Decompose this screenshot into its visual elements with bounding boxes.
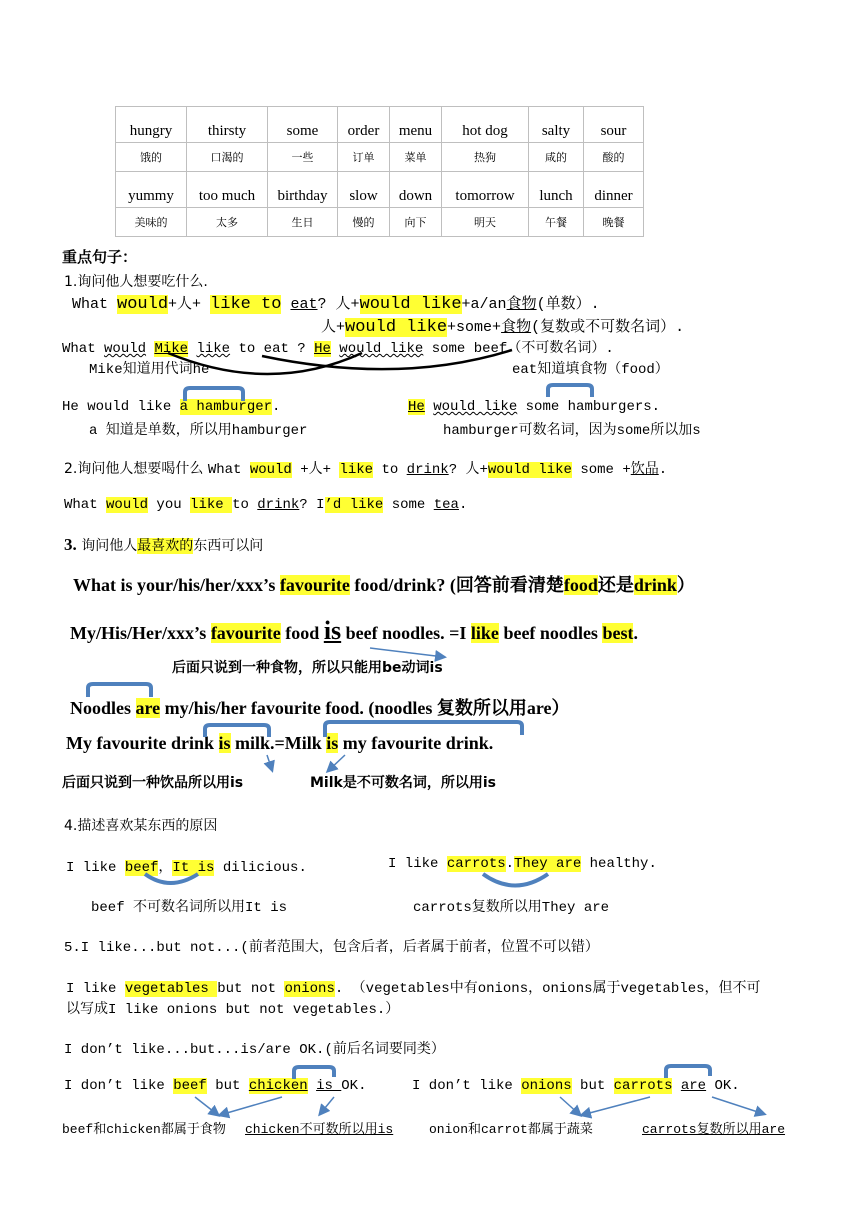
text: ? 人+ [448,462,488,478]
s2-line1 [64,458,667,478]
s3-answer1 [70,616,638,646]
text: 还是 [597,575,634,595]
vocab-cell: hot dog [442,107,529,143]
text: . [458,497,468,513]
s4-note-a: beef 不可数名词所以用It is [91,900,288,916]
text: . [658,462,668,478]
s1-note-s: hamburger可数名词，因为some所以加s [443,423,701,439]
text: is [323,616,342,645]
s3-note1: 后面只说到一种食物，所以只能用be动词is [172,660,443,676]
s5-line4b [412,1078,740,1094]
s3-title [64,535,263,555]
s1-line5a [62,399,280,415]
text [308,1078,316,1094]
text: to eat ? [230,341,315,357]
vocab-cell: menu [390,107,442,143]
text: 人+ [321,319,346,336]
text: like to [210,295,282,314]
vocab-cell: down [390,172,442,208]
text: some hamburgers. [517,399,661,415]
vocab-row-en-1 [116,107,644,143]
vocab-cell: salty [529,107,584,143]
s1-line5b [408,399,660,415]
text: like [190,497,233,513]
s1-title: 1.询问他人想要吃什么. [64,274,208,290]
text: 东西可以问 [193,538,264,554]
vocab-cell: 午餐 [529,208,584,237]
vocab-cell: slow [338,172,390,208]
vocab-cell: 口渴的 [187,143,268,172]
text: dilicious. [214,860,307,876]
text: ） [676,575,695,595]
vocab-cell: 明天 [442,208,529,237]
text: is [316,1078,342,1094]
vocab-cell: order [338,107,390,143]
text: OK. [706,1078,740,1094]
text: I like [388,856,447,872]
section-heading: 重点句子： [62,248,138,266]
text: healthy. [581,856,657,872]
vocab-table [115,106,644,237]
text: would like [433,399,518,415]
s3-answer3 [66,733,493,754]
text: is [326,733,339,753]
arc-carrots-they [483,874,548,886]
s5-line2: 以写成I like onions but not vegetables.） [66,1002,400,1018]
text [425,399,433,415]
text: to [232,497,258,513]
text: would [106,497,149,513]
s5-line1 [66,977,761,997]
text: onions [521,1078,572,1094]
vocab-cell: 晚餐 [584,208,644,237]
text: would [104,341,147,357]
s4-note-b: carrots复数所以用They are [413,900,610,916]
text: like [470,623,499,643]
text: eat [290,296,318,313]
arrow-are [712,1097,764,1114]
text: a hamburger [179,399,273,415]
text: beef [124,860,159,876]
text: Noodles [70,698,136,718]
text: beef [173,1078,207,1094]
vocab-cell: 咸的 [529,143,584,172]
text: you [148,497,191,513]
text [672,1078,680,1094]
text: would [249,462,292,478]
text: 询问他人 [76,538,138,554]
s4-line1a [66,856,307,876]
vocab-cell: 向下 [390,208,442,237]
vocab-cell: 热狗 [442,143,529,172]
vocab-row-en-2 [116,172,644,208]
text: onions [284,981,335,997]
vocab-cell: yummy [116,172,187,208]
text: would like [359,295,462,314]
text: OK. [341,1078,367,1094]
text: +人+ [168,296,211,313]
text: chicken [248,1078,308,1094]
text: would like [339,341,424,357]
text: milk.=Milk [230,733,327,753]
s2-line2 [64,497,467,513]
s5-title: 5.I like...but not...(前者范围大，包含后者，后者属于前者，位置不可以错） [64,940,599,956]
text: would like [345,318,448,337]
text: is [218,733,231,753]
s5-note-d: carrots复数所以用are [642,1122,786,1137]
text: some + [571,462,631,478]
vocab-row-cn-2 [116,208,644,237]
text: Mike [154,341,189,357]
text: my favourite drink. [338,733,494,753]
arrow-milk-note [267,755,272,770]
text: favourite [279,575,350,595]
s1-line1 [72,292,600,314]
s4-line1b [388,856,657,872]
text: like [196,341,231,357]
arrow-is [320,1097,334,1114]
text: best [602,623,634,643]
text: beef noodles [498,623,603,643]
s1-note-a: a 知道是单数，所以用hamburger [89,423,308,439]
text: (复数或不可数名词）. [531,319,685,336]
vocab-cell: 订单 [338,143,390,172]
text: . [633,623,638,643]
text: favourite [210,623,281,643]
text: drink [257,497,300,513]
bracket-carrots [666,1066,710,1078]
text: but [571,1078,614,1094]
vocab-cell: 酸的 [584,143,644,172]
s3-note2a: 后面只说到一种饮品所以用is [62,775,244,791]
text: What is your/his/her/xxx’s [73,575,280,595]
text: beef noodles. =I [341,623,471,643]
text: 3. [64,535,77,554]
text: are [135,698,161,718]
vocab-cell: 太多 [187,208,268,237]
vocab-cell: 美味的 [116,208,187,237]
text: tea [433,497,459,513]
vocab-cell: some [268,107,338,143]
text: . [505,856,515,872]
text: but [206,1078,249,1094]
text: vegetables [124,981,218,997]
text: my/his/her favourite food. (noodles 复数所以用are） [160,698,570,718]
text: 2.询问他人想要喝什么 [64,461,208,477]
text: +a/an [461,296,507,313]
text: some [383,497,434,513]
text: would [117,295,169,314]
text: They are [514,856,582,872]
text: ’d like [324,497,384,513]
s5-note-c: onion和carrot都属于蔬菜 [429,1122,593,1137]
s1-note-food: eat知道填食物（food） [512,362,669,378]
vocab-cell: dinner [584,172,644,208]
text: would like [487,462,572,478]
text: I like [66,860,125,876]
text: to [373,462,407,478]
s1-note-he: Mike知道用代词he [89,362,210,378]
arrow-carrots [582,1097,650,1115]
text: He [314,341,331,357]
text: What [207,462,250,478]
text: 饮品 [630,462,659,478]
text: like [339,462,374,478]
vocab-cell: 饿的 [116,143,187,172]
text: He would like [62,399,180,415]
s5-line4a [64,1078,367,1094]
arrow-beef [195,1097,218,1115]
text: I don’t like [64,1078,174,1094]
s1-line3 [62,337,614,357]
s5-line3: I don’t like...but...is/are OK.(前后名词要同类） [64,1042,445,1058]
s3-note2b: Milk是不可数名词，所以用is [310,775,496,791]
text: 食物 [506,296,537,313]
text: but not [217,981,285,997]
vocab-cell: 菜单 [390,143,442,172]
vocab-cell: lunch [529,172,584,208]
text: It is [172,860,215,876]
bracket-some [548,385,592,397]
vocab-cell: birthday [268,172,338,208]
text: carrots [613,1078,673,1094]
vocab-cell: sour [584,107,644,143]
text: ? 人+ [317,296,360,313]
text: . [272,399,281,415]
vocab-row-cn-1 [116,143,644,172]
text: some beef（不可数名词）. [423,341,614,357]
arrow-is-note [370,648,444,657]
s5-note-b: chicken不可数所以用is [245,1122,394,1137]
text: drink [633,575,677,595]
text: My favourite drink [66,733,219,753]
vocab-cell: 生日 [268,208,338,237]
text: are [680,1078,707,1094]
s4-title: 4.描述喜欢某东西的原因 [64,818,218,834]
text: What [64,497,107,513]
arrow-chicken [220,1097,282,1115]
text: carrots [446,856,506,872]
arrow-onions [560,1097,580,1115]
text: I like [66,981,125,997]
s1-line2 [321,315,684,337]
text: (单数）. [536,296,600,313]
vocab-cell: too much [187,172,268,208]
text: food/drink? (回答前看清楚 [349,575,564,595]
text: What [62,341,105,357]
text: food [280,623,324,643]
text: What [72,296,118,313]
text: drink [406,462,449,478]
vocab-cell: tomorrow [442,172,529,208]
vocab-cell: 慢的 [338,208,390,237]
text: I don’t like [412,1078,522,1094]
text: . （vegetables中有onions，onions属于vegetables，但不可 [334,981,761,997]
text: My/His/Her/xxx’s [70,623,211,643]
vocab-cell: hungry [116,107,187,143]
text: ? I [299,497,325,513]
vocab-cell: 一些 [268,143,338,172]
text: +人+ [291,462,340,478]
arrow-milk-note2 [328,755,345,771]
text: He [408,399,425,415]
text: 食物 [501,319,532,336]
s3-answer2 [70,694,570,720]
s5-note-a: beef和chicken都属于食物 [62,1122,226,1137]
text: 最喜欢的 [137,538,194,554]
text: +some+ [447,319,502,336]
text: food [563,575,598,595]
text: ， [158,860,173,876]
s3-question [73,571,695,597]
vocab-cell: thirsty [187,107,268,143]
